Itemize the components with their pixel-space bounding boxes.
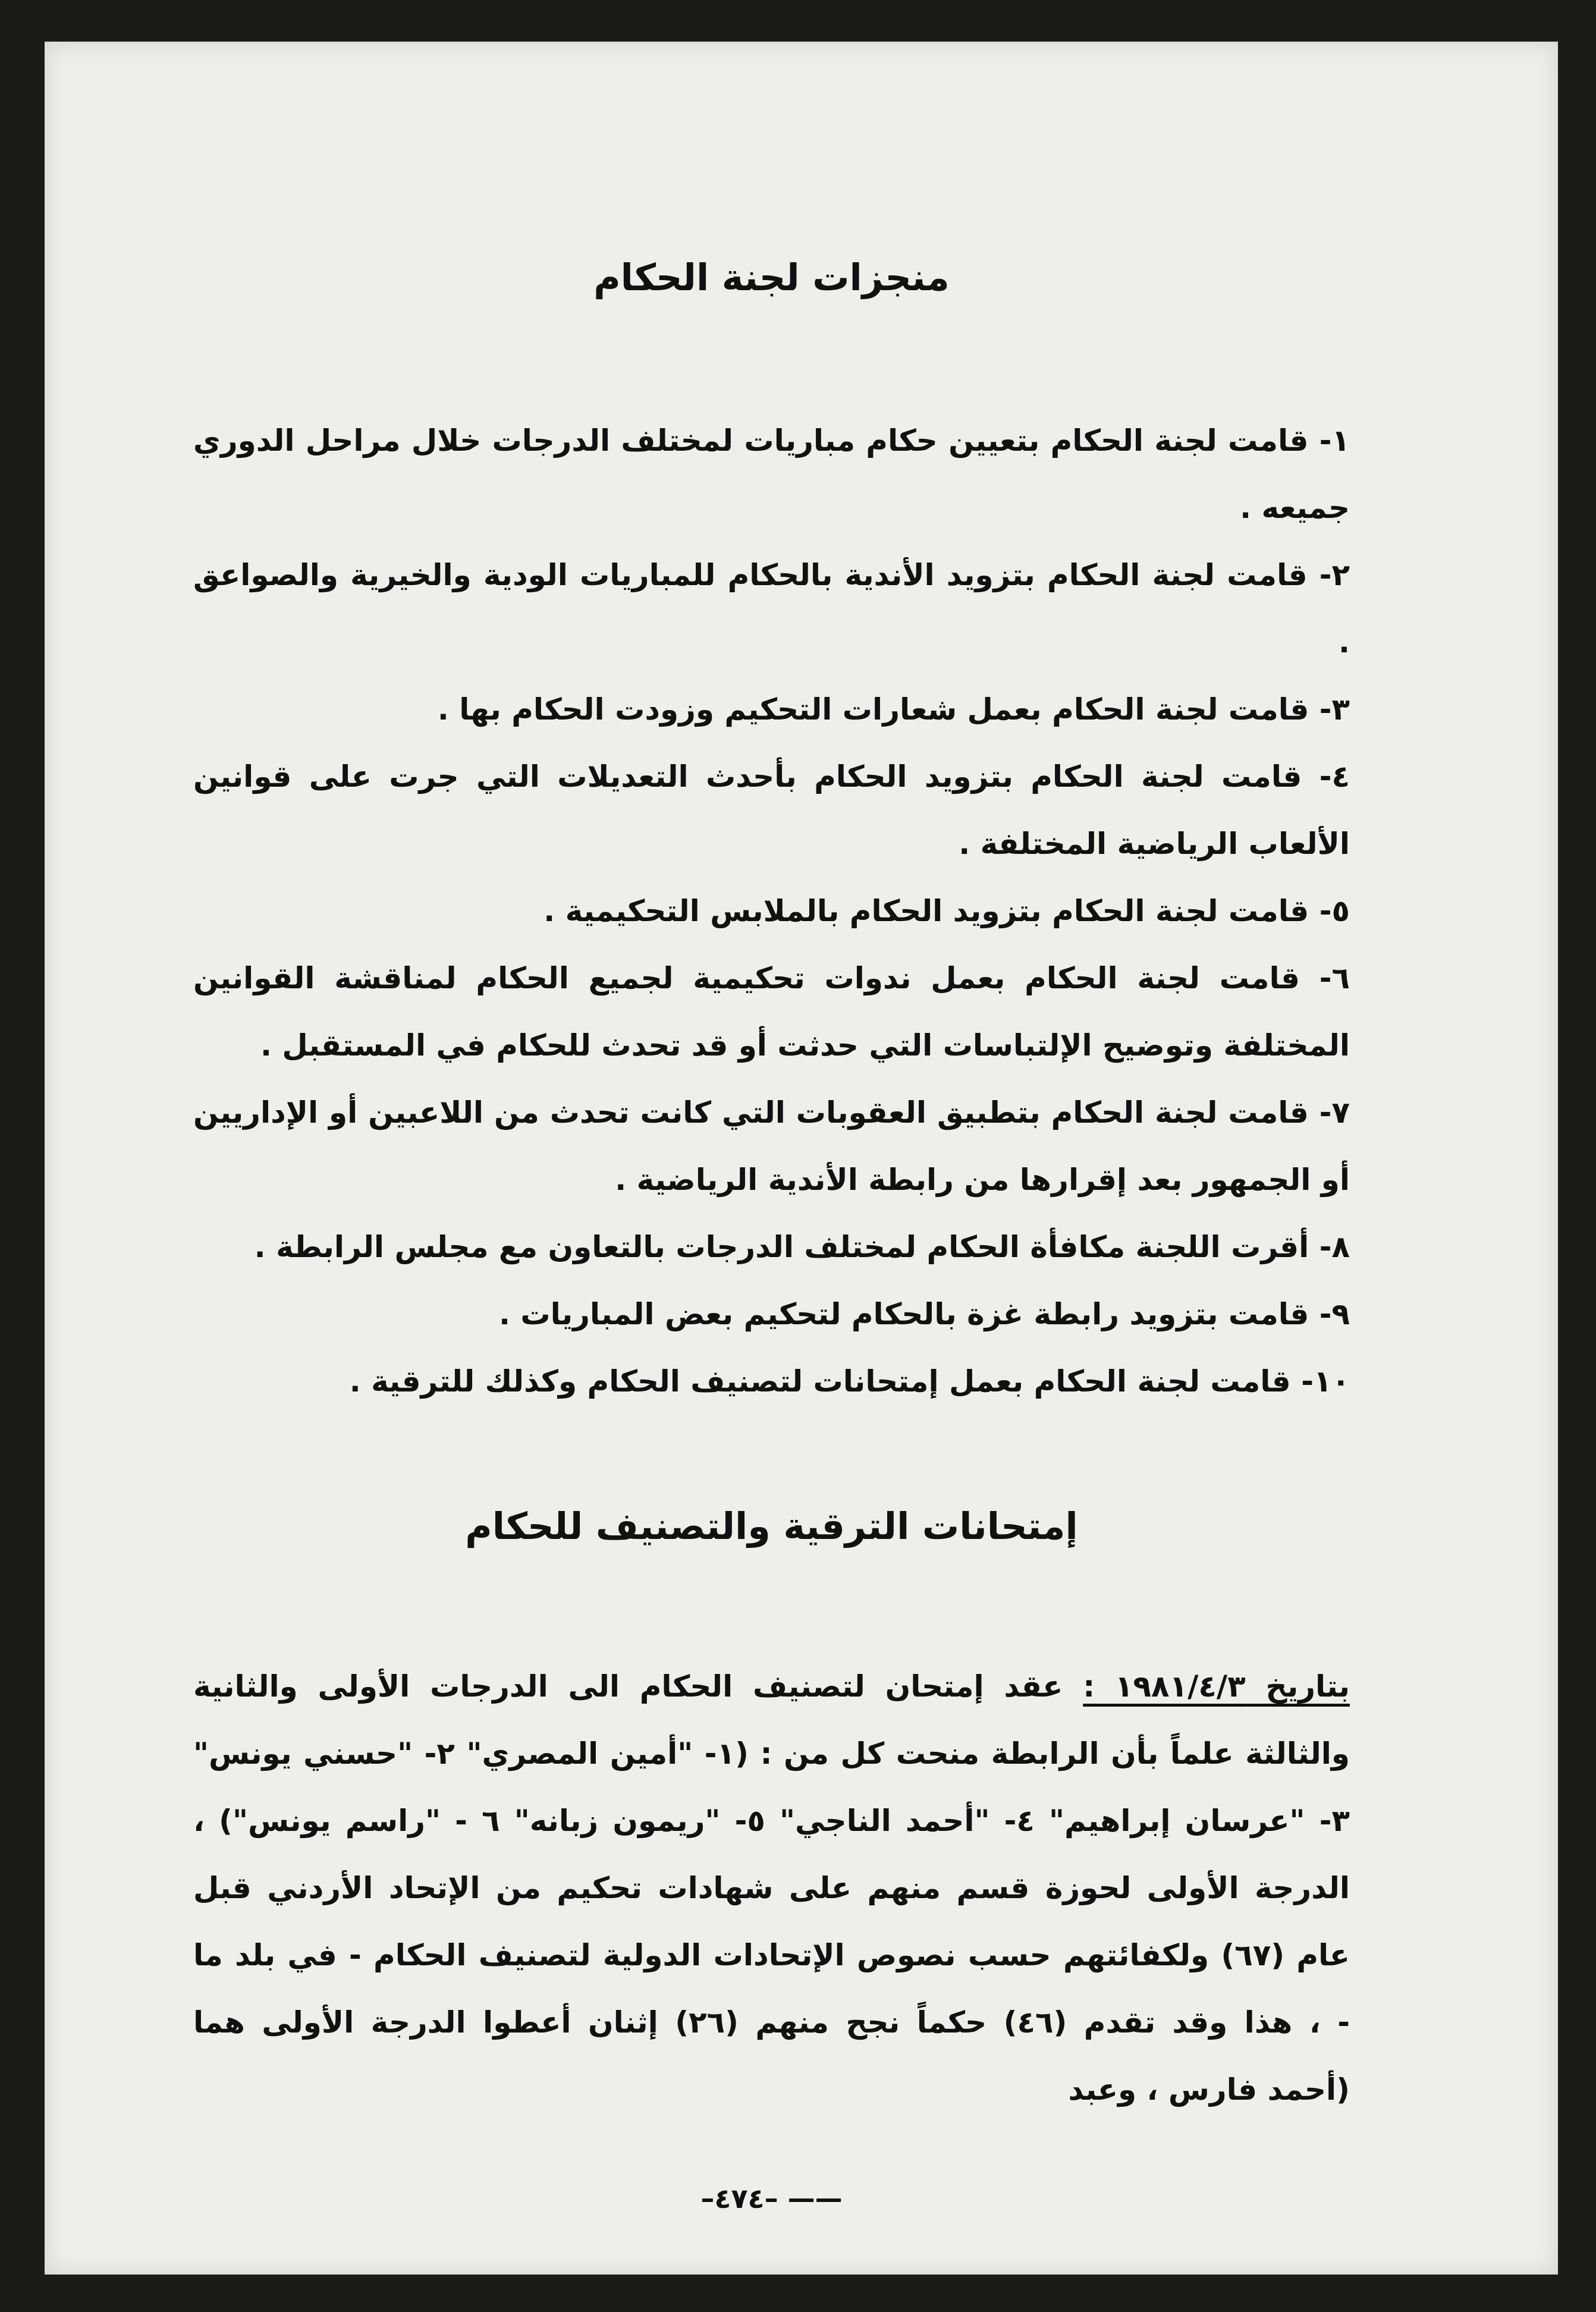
exams-body: عقد إمتحان لتصنيف الحكام الى الدرجات الأولى والثانية والثالثة علماً بأن الرابطة منحت كل من : (١- "أمين المصري" ٢- "حسني يونس" ٣- "عرسان إبراهيم" ٤- "أحمد الناجي" ٥- "ريمون زبانه" ٦ - "راسم يونس") ، الدرجة الأولى لحوزة قسم منهم على شهادات تحكيم من الإتحاد الأردني قبل عام (٦٧) ولكفائتهم حسب نصوص الإتحادات الدولية لتصنيف الحكام - في بلد ما - ، هذا وقد تقدم (٤٦) حكماً نجح منهم (٢٦) إثنان أعطوا الدرجة الأولى هما (أحمد فارس ، وعبد xyxy=(193,1669,1350,2107)
exams-title: إمتحانات الترقية والتصنيف للحكام xyxy=(465,1504,1078,1548)
achievement-item-7: ٧- قامت لجنة الحكام بتطبيق العقوبات التي كانت تحدث من اللاعبين أو الإداريين أو الجمهور بعد إقرارها من رابطة الأندية الرياضية . xyxy=(193,1095,1350,1197)
achievement-item-5: ٥- قامت لجنة الحكام بتزويد الحكام بالملابس التحكيمية . xyxy=(543,894,1350,928)
achievement-item-4: ٤- قامت لجنة الحكام بتزويد الحكام بأحدث التعديلات التي جرت على قوانين الألعاب الرياضية المختلفة . xyxy=(193,759,1350,861)
achievement-item-2: ٢- قامت لجنة الحكام بتزويد الأندية بالحكام للمباريات الودية والخيرية والصواعق . xyxy=(193,558,1350,659)
achievement-item-1: ١- قامت لجنة الحكام بتعيين حكام مباريات لمختلف الدرجات خلال مراحل الدوري جميعه . xyxy=(193,423,1350,525)
achievement-item-9: ٩- قامت بتزويد رابطة غزة بالحكام لتحكيم بعض المباريات . xyxy=(498,1297,1350,1331)
achievements-title: منجزات لجنة الحكام xyxy=(593,256,950,299)
page-content xyxy=(193,42,1350,2275)
page-number: –٤٧٤– —— xyxy=(700,2182,843,2214)
exam-date: بتاريخ ١٩٨١/٤/٣ : xyxy=(1083,1669,1350,1704)
achievement-item-6: ٦- قامت لجنة الحكام بعمل ندوات تحكيمية لجميع الحكام لمناقشة القوانين المختلفة وتوضيح الإلتباسات التي حدثت أو قد تحدث للحكام في المستقبل . xyxy=(193,961,1350,1063)
achievements-list xyxy=(193,407,1350,1415)
exams-paragraph xyxy=(193,1653,1350,2123)
achievement-item-8: ٨- أقرت اللجنة مكافأة الحكام لمختلف الدرجات بالتعاون مع مجلس الرابطة . xyxy=(254,1230,1350,1264)
achievement-item-3: ٣- قامت لجنة الحكام بعمل شعارات التحكيم وزودت الحكام بها . xyxy=(437,692,1350,727)
achievement-item-10: ١٠- قامت لجنة الحكام بعمل إمتحانات لتصنيف الحكام وكذلك للترقية . xyxy=(349,1364,1350,1399)
document-page xyxy=(45,42,1558,2275)
